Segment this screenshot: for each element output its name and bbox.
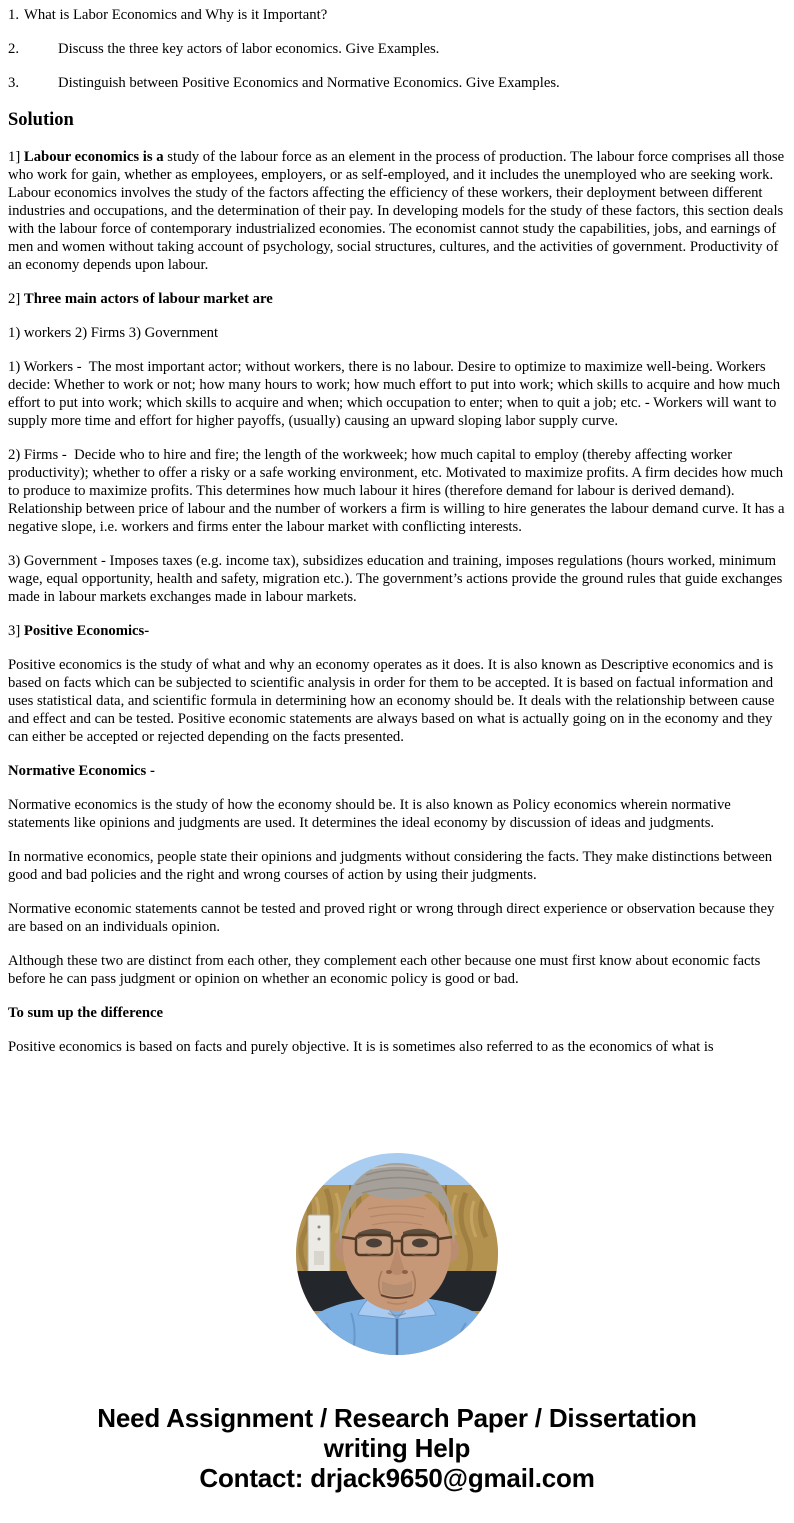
footer-line-2: writing Help bbox=[323, 1433, 471, 1463]
question-1-number: 1. bbox=[8, 7, 20, 23]
solution-heading: Solution bbox=[8, 110, 74, 130]
question-2-number: 2. bbox=[8, 41, 20, 57]
paragraph-actors-list: 1) workers 2) Firms 3) Government bbox=[8, 325, 219, 341]
paragraph-workers: 1) Workers - The most important actor; without workers, there is no labour. Desire to optimize to maximize well-being. Workers decide: Whether to work or not; how many hours to work; how much effort to put into work; which skills to acquire and how much effort to put into work; which skills to acquire and when; which occupation to enter; when to quit a job; etc. - Workers will want to supply more time and effort for higher payoffs, (usually) causing an upward sloping labor supply curve. bbox=[8, 359, 784, 429]
paragraph-positive-economics: Positive economics is the study of what and why an economy operates as it does. It is also known as Descriptive economics and is based on facts which can be subjected to scientific analysis in order for them to be accepted. It is based on factual information and uses statistical data, and scientific formula in determining how an economy should be. It deals with the relationship between cause and effect and can be tested. Positive economic statements are always based on what is actually going on in the economy and they can either be accepted or rejected depending on the facts presented. bbox=[8, 657, 779, 745]
footer-line-1: Need Assignment / Research Paper / Dissertation bbox=[97, 1403, 697, 1433]
question-2 bbox=[8, 40, 786, 58]
question-1 bbox=[8, 6, 786, 24]
question-1-text: What is Labor Economics and Why is it Important? bbox=[24, 7, 328, 23]
question-2-text: Discuss the three key actors of labor economics. Give Examples. bbox=[58, 41, 440, 57]
footer-line-3: Contact: drjack9650@gmail.com bbox=[199, 1463, 595, 1493]
paragraph-government: 3) Government - Imposes taxes (e.g. income tax), subsidizes education and training, imposes regulations (hours worked, minimum wage, equal opportunity, health and safety, migration etc.). The government’s actions provide the ground rules that guide exchanges made in labour markets exchanges made in labour markets. bbox=[8, 553, 787, 605]
paragraph-normative-economics: Normative economics is the study of how the economy should be. It is also known as Policy economics wherein normative statements like opinions and judgments are used. It determines the ideal economy by discussion of ideas and judgments. bbox=[8, 797, 735, 831]
paragraph-clipped-line: Positive economics is based on facts and purely objective. It is is sometimes also referred to as the economics of what is bbox=[8, 1039, 714, 1055]
paragraph-complement: Although these two are distinct from each other, they complement each other because one must first know about economic facts before he can pass judgment or opinion on whether an economic policy is good or bad. bbox=[8, 953, 764, 987]
question-3 bbox=[8, 74, 786, 92]
question-3-text: Distinguish between Positive Economics and Normative Economics. Give Examples. bbox=[58, 75, 560, 91]
paragraph-normative-heading: Normative Economics - bbox=[8, 763, 155, 779]
paragraph-sum-up-heading: To sum up the difference bbox=[8, 1005, 164, 1021]
paragraph-positive-heading: 3] Positive Economics- bbox=[8, 623, 150, 639]
instructor-avatar bbox=[296, 1153, 498, 1355]
paragraph-labour-economics: 1] Labour economics is a study of the labour force as an element in the process of production. The labour force comprises all those who work for gain, whether as employees, employers, or as self-employed, and it includes the unemployed who are seeking work. Labour economics involves the study of the factors affecting the efficiency of these workers, their deployment between different industries and occupations, and the determination of their pay. In developing models for the study of these factors, this section deals with the labour force of contemporary industrialized economies. The economist cannot study the capabilities, jobs, and earnings of men and women without taking account of psychology, social structures, cultures, and the activities of government. Productivity of an economy depends upon labour. bbox=[8, 149, 788, 273]
avatar-container bbox=[0, 1153, 794, 1355]
paragraph-firms: 2) Firms - Decide who to hire and fire; the length of the workweek; how much capital to employ (thereby affecting worker productivity); whether to offer a risky or a safe working environment, etc. Motivated to maximize profits. A firm decides how much to produce to maximize profits. This determines how much labour it hires (therefore demand for labour is derived demand). Relationship between price of labour and the number of workers a firm is willing to hire generates the labour demand curve. It has a negative slope, i.e. workers and firms enter the labour market with conflicting interests. bbox=[8, 447, 789, 535]
promo-footer bbox=[0, 1403, 794, 1493]
switch-plate bbox=[308, 1215, 330, 1275]
paragraph-normative-opinions: In normative economics, people state their opinions and judgments without considering the facts. They make distinctions between good and bad policies and the right and wrong courses of action by using their judgments. bbox=[8, 849, 776, 883]
paragraph-normative-statements: Normative economic statements cannot be tested and proved right or wrong through direct experience or observation because they are based on an individuals opinion. bbox=[8, 901, 779, 935]
question-3-number: 3. bbox=[8, 75, 20, 91]
paragraph-three-actors-heading: 2] Three main actors of labour market are bbox=[8, 291, 273, 307]
